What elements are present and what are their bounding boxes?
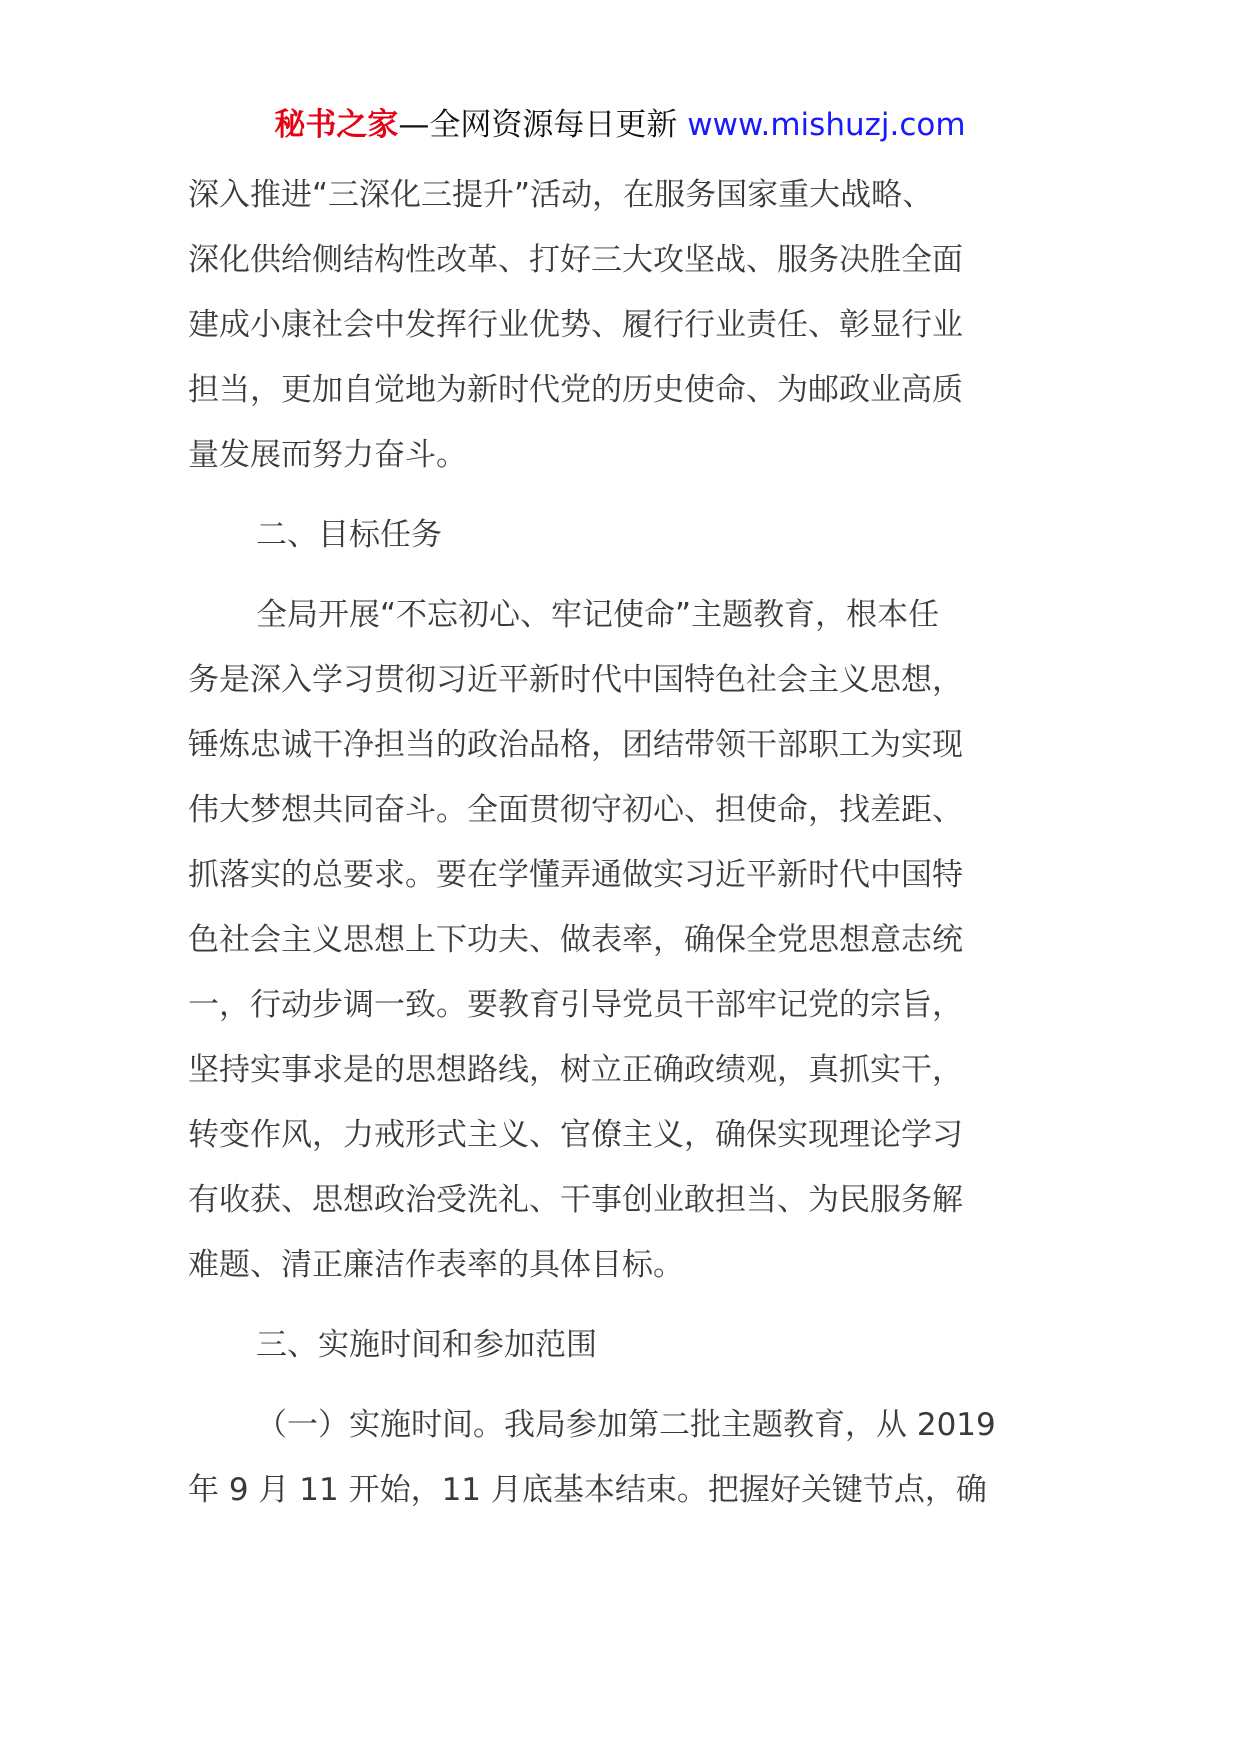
text-line: 务是深入学习贯彻习近平新时代中国特色社会主义思想， xyxy=(188,662,963,698)
text-line: 深化供给侧结构性改革、打好三大攻坚战、服务决胜全面 xyxy=(188,242,963,278)
paragraph-goals xyxy=(188,583,1068,1298)
section-heading-goals: 二、目标任务 xyxy=(256,517,442,553)
paragraph-spacer xyxy=(188,1298,1068,1313)
text-line: 全局开展“不忘初心、牢记使命”主题教育，根本任 xyxy=(256,597,940,633)
paragraph-intro xyxy=(188,163,1068,488)
paragraph-spacer xyxy=(188,568,1068,583)
text-line: 担当，更加自觉地为新时代党的历史使命、为邮政业高质 xyxy=(188,372,963,408)
text-line: 坚持实事求是的思想路线，树立正确政绩观，真抓实干， xyxy=(188,1052,963,1088)
watermark-header xyxy=(0,100,1240,150)
section-heading-schedule: 三、实施时间和参加范围 xyxy=(256,1327,597,1363)
document-body xyxy=(188,163,1068,1523)
text-line: 锤炼忠诚干净担当的政治品格，团结带领干部职工为实现 xyxy=(188,727,963,763)
paragraph-schedule xyxy=(188,1393,1068,1523)
text-line: 伟大梦想共同奋斗。全面贯彻守初心、担使命，找差距、 xyxy=(188,792,963,828)
text-line: 一，行动步调一致。要教育引导党员干部牢记党的宗旨， xyxy=(188,987,963,1023)
text-line: 难题、清正廉洁作表率的具体目标。 xyxy=(188,1247,684,1283)
text-line: （一）实施时间。我局参加第二批主题教育，从 2019 xyxy=(256,1407,996,1443)
paragraph-spacer xyxy=(188,1378,1068,1393)
text-line: 建成小康社会中发挥行业优势、履行行业责任、彰显行业 xyxy=(188,307,963,343)
paragraph-spacer xyxy=(188,488,1068,503)
header-brand: 秘书之家 xyxy=(274,107,399,143)
text-line: 有收获、思想政治受洗礼、干事创业敢担当、为民服务解 xyxy=(188,1182,963,1218)
header-url-link[interactable]: www.mishuzj.com xyxy=(687,107,966,143)
text-line: 色社会主义思想上下功夫、做表率，确保全党思想意志统 xyxy=(188,922,963,958)
header-slogan: —全网资源每日更新 xyxy=(398,107,688,143)
text-line: 抓落实的总要求。要在学懂弄通做实习近平新时代中国特 xyxy=(188,857,963,893)
text-line: 量发展而努力奋斗。 xyxy=(188,437,467,473)
text-line: 转变作风，力戒形式主义、官僚主义，确保实现理论学习 xyxy=(188,1117,963,1153)
text-line: 年 9 月 11 开始，11 月底基本结束。把握好关键节点，确 xyxy=(188,1472,987,1508)
text-line: 深入推进“三深化三提升”活动，在服务国家重大战略、 xyxy=(188,177,934,213)
